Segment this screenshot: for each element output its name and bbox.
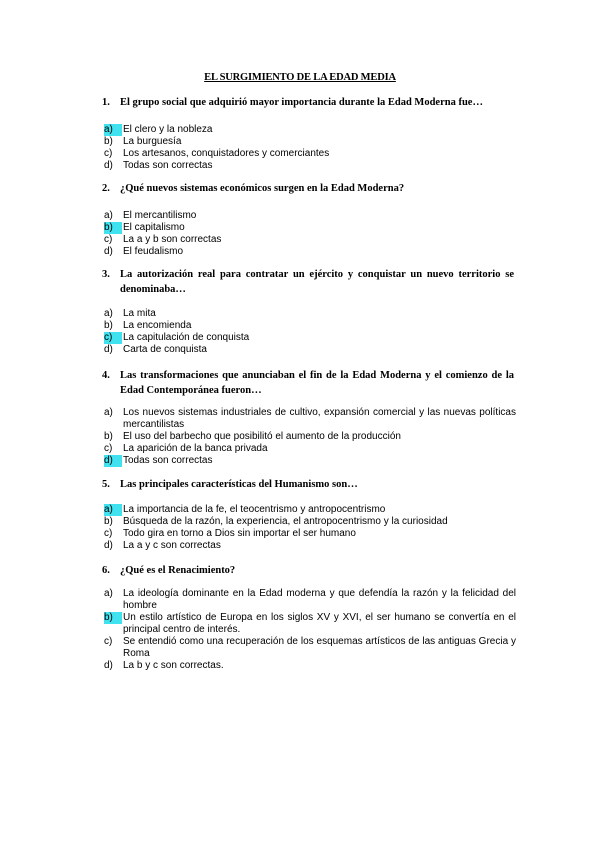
option-5a	[104, 504, 516, 516]
option-text: El uso del barbecho que posibilitó el aumento de la producción	[123, 431, 401, 442]
option-letter: d)	[104, 540, 113, 551]
option-letter: c)	[104, 528, 113, 539]
option-6c	[104, 636, 516, 660]
option-3a	[104, 308, 516, 320]
option-letter: b)	[104, 431, 113, 442]
option-text: La encomienda	[123, 320, 192, 331]
option-letter: b)	[104, 320, 113, 331]
option-letter: c)	[104, 636, 113, 647]
question-number: 6.	[102, 565, 110, 576]
option-text: La importancia de la fe, el teocentrismo y antropocentrismo	[123, 504, 386, 515]
option-letter: c)	[104, 443, 113, 454]
option-text: La ideología dominante en la Edad moderna y que defendía la razón y la felicidad del hombre	[123, 588, 516, 611]
option-letter: b)	[104, 516, 113, 527]
question-number: 4.	[102, 370, 110, 381]
option-text: La burguesía	[123, 136, 182, 147]
option-letter: b)	[104, 222, 122, 234]
question-5	[104, 477, 514, 492]
option-5b	[104, 516, 516, 528]
option-text: La a y b son correctas	[123, 234, 222, 245]
option-1b	[104, 136, 516, 148]
question-number: 1.	[102, 97, 110, 108]
question-6	[104, 563, 514, 578]
option-letter: a)	[104, 407, 113, 418]
option-4d	[104, 455, 516, 467]
option-letter: a)	[104, 588, 113, 599]
option-2c	[104, 234, 516, 246]
option-text: El capitalismo	[123, 222, 185, 233]
option-2b	[104, 222, 516, 234]
option-text: El mercantilismo	[123, 210, 197, 221]
option-letter: c)	[104, 332, 122, 344]
option-letter: d)	[104, 246, 113, 257]
option-letter: b)	[104, 136, 113, 147]
option-letter: a)	[104, 308, 113, 319]
option-text: La a y c son correctas	[123, 540, 221, 551]
option-1c	[104, 148, 516, 160]
question-4	[104, 368, 514, 398]
question-number: 2.	[102, 183, 110, 194]
option-5d	[104, 540, 516, 552]
option-letter: d)	[104, 160, 113, 171]
question-text: Las transformaciones que anunciaban el fin de la Edad Moderna y el comienzo de la Edad Contemporánea fueron…	[120, 370, 514, 396]
option-1a	[104, 124, 516, 136]
document-title: EL SURGIMIENTO DE LA EDAD MEDIA	[204, 72, 396, 83]
question-2	[104, 181, 514, 196]
option-2d	[104, 246, 516, 258]
option-text: El feudalismo	[123, 246, 184, 257]
question-3	[104, 267, 514, 297]
option-letter: a)	[104, 504, 122, 516]
option-text: La b y c son correctas.	[123, 660, 224, 671]
question-1	[104, 95, 514, 110]
option-letter: a)	[104, 124, 122, 136]
option-letter: c)	[104, 148, 113, 159]
option-text: Los nuevos sistemas industriales de cultivo, expansión comercial y las nuevas políticas mercantilistas	[123, 407, 516, 430]
question-text: El grupo social que adquirió mayor importancia durante la Edad Moderna fue…	[120, 97, 483, 108]
option-letter: b)	[104, 612, 122, 624]
question-text: ¿Qué nuevos sistemas económicos surgen en la Edad Moderna?	[120, 183, 405, 194]
question-number: 5.	[102, 479, 110, 490]
question-text: ¿Qué es el Renacimiento?	[120, 565, 236, 576]
option-4a	[104, 407, 516, 431]
option-text: Se entendió como una recuperación de los esquemas artísticos de las antiguas Grecia y Roma	[123, 636, 516, 659]
option-text: Los artesanos, conquistadores y comerciantes	[123, 148, 330, 159]
option-letter: c)	[104, 234, 113, 245]
option-letter: d)	[104, 455, 122, 467]
option-6a	[104, 588, 516, 612]
option-3b	[104, 320, 516, 332]
option-4b	[104, 431, 516, 443]
option-1d	[104, 160, 516, 172]
option-text: Búsqueda de la razón, la experiencia, el antropocentrismo y la curiosidad	[123, 516, 448, 527]
option-letter: d)	[104, 660, 113, 671]
option-letter: d)	[104, 344, 113, 355]
option-6d	[104, 660, 516, 672]
option-text: Todo gira en torno a Dios sin importar el ser humano	[123, 528, 356, 539]
option-text: El clero y la nobleza	[123, 124, 213, 135]
option-3d	[104, 344, 516, 356]
option-text: Todas son correctas	[123, 455, 213, 466]
question-text: Las principales características del Humanismo son…	[120, 479, 358, 490]
option-letter: a)	[104, 210, 113, 221]
option-text: La aparición de la banca privada	[123, 443, 268, 454]
option-text: La mita	[123, 308, 156, 319]
option-text: Un estilo artístico de Europa en los siglos XV y XVI, el ser humano se convertía en el principal centro de interés.	[123, 612, 516, 635]
question-number: 3.	[102, 269, 110, 280]
option-2a	[104, 210, 516, 222]
option-text: Todas son correctas	[123, 160, 213, 171]
option-6b	[104, 612, 516, 636]
option-5c	[104, 528, 516, 540]
option-3c	[104, 332, 516, 344]
option-text: La capitulación de conquista	[123, 332, 250, 343]
option-4c	[104, 443, 516, 455]
option-text: Carta de conquista	[123, 344, 207, 355]
question-text: La autorización real para contratar un ejército y conquistar un nuevo territorio se denominaba…	[120, 269, 514, 295]
